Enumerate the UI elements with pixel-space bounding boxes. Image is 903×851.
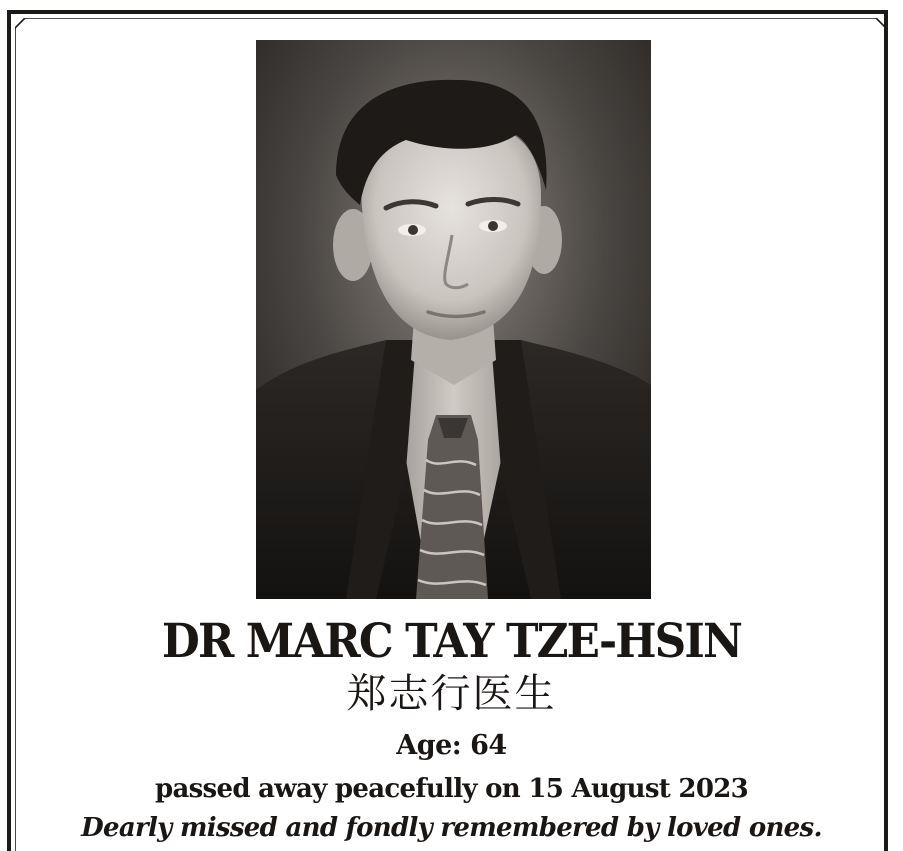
notice-text [0,612,903,846]
deceased-name: DR MARC TAY TZE-HSIN [161,614,742,669]
portrait-photo [256,40,651,599]
tribute-line: Dearly missed and fondly remembered by loved ones. [81,813,822,843]
age-line: Age: 64 [396,730,507,761]
passing-date-line: passed away peacefully on 15 August 2023 [154,774,748,804]
chinese-name: 郑志行医生 [346,671,557,717]
